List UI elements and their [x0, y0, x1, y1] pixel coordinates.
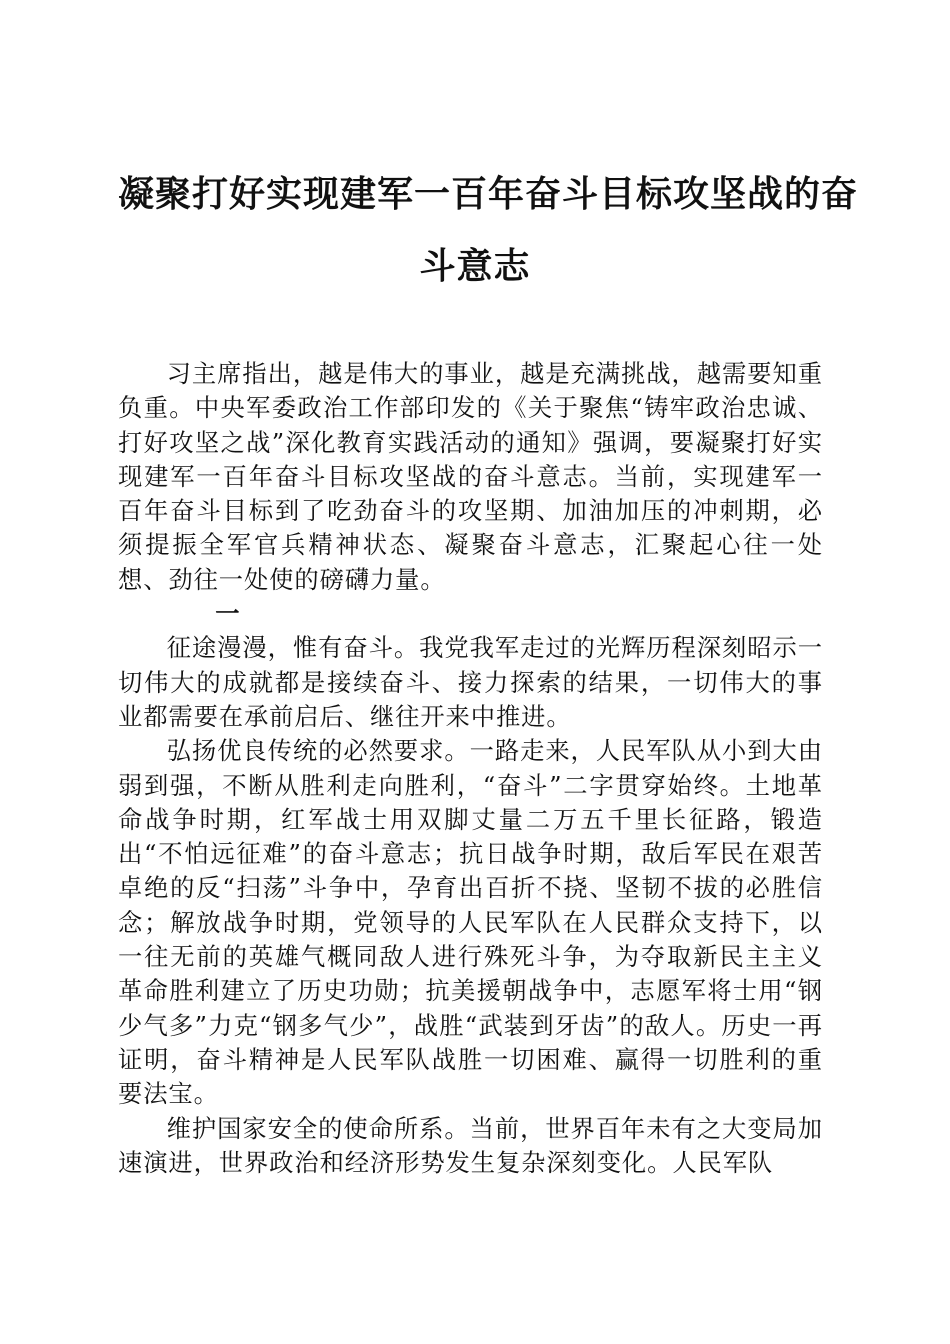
title-line-1: 凝聚打好实现建军一百年奋斗目标攻坚战的奋	[118, 173, 859, 215]
paragraph-2: 弘扬优良传统的必然要求。一路走来，人民军队从小到大由弱到强，不断从胜利走向胜利，“奋斗”二字贯穿始终。土地革命战争时期，红军战士用双脚丈量二万五千里长征路，锻造出“不怕远征难”的奋斗意志；抗日战争时期，敌后军民在艰苦卓绝的反“扫荡”斗争中，孕育出百折不挠、坚韧不拔的必胜信念；解放战争时期，党领导的人民军队在人民群众支持下，以一往无前的英雄气概同敌人进行殊死斗争，为夺取新民主主义革命胜利建立了历史功勋；抗美援朝战争中，志愿军将士用“钢少气多”力克“钢多气少”，战胜“武装到牙齿”的敌人。历史一再证明，奋斗精神是人民军队战胜一切困难、赢得一切胜利的重要法宝。	[118, 736, 823, 1109]
section-number-text: 一	[215, 599, 241, 629]
section-number	[118, 597, 823, 631]
document-body	[118, 357, 823, 1180]
title-line-2: 斗意志	[419, 245, 531, 287]
document-title	[118, 158, 859, 302]
paragraph-3: 维护国家安全的使命所系。当前，世界百年未有之大变局加速演进，世界政治和经济形势发生复杂深刻变化。人民军队	[118, 1113, 823, 1177]
paragraph-1: 征途漫漫，惟有奋斗。我党我军走过的光辉历程深刻昭示一切伟大的成就都是接续奋斗、接力探索的结果，一切伟大的事业都需要在承前启后、继往开来中推进。	[118, 633, 823, 731]
intro-paragraph: 习主席指出，越是伟大的事业，越是充满挑战，越需要知重负重。中央军委政治工作部印发的《关于聚焦“铸牢政治忠诚、打好攻坚之战”深化教育实践活动的通知》强调，要凝聚打好实现建军一百年奋斗目标攻坚战的奋斗意志。当前，实现建军一百年奋斗目标到了吃劲奋斗的攻坚期、加油加压的冲刺期，必须提振全军官兵精神状态、凝聚奋斗意志，汇聚起心往一处想、劲往一处使的磅礴力量。	[118, 359, 823, 594]
